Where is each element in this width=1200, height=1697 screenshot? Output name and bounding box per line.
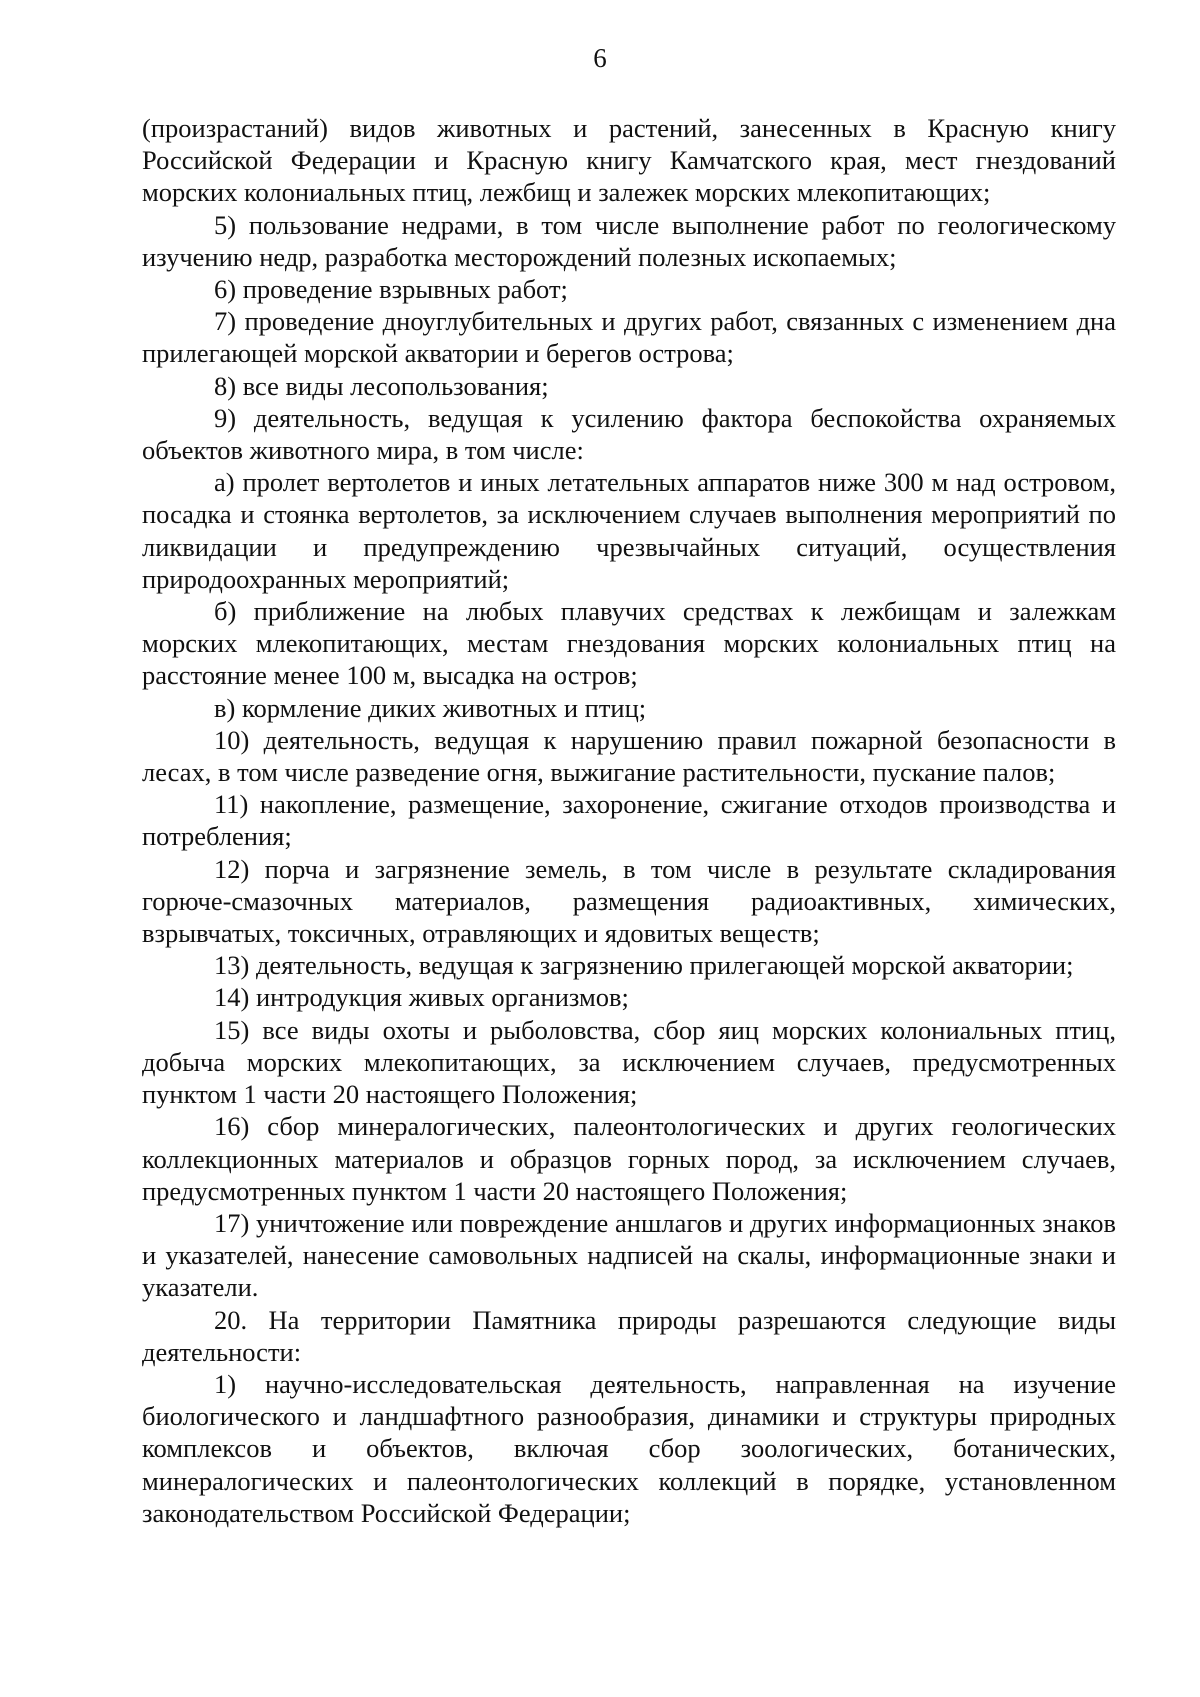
paragraph-item-9a: а) пролет вертолетов и иных летательных аппаратов ниже 300 м над островом, посадка и стоянка вертолетов, за исключением случаев выполнения мероприятий по ликвидации и предупреждению чрезвычайных ситуаций, осуществления природоохранных мероприятий; bbox=[142, 467, 1116, 594]
paragraph-item-14: 14) интродукция живых организмов; bbox=[214, 982, 629, 1013]
document-body bbox=[142, 112, 1116, 1529]
paragraph-item-9: 9) деятельность, ведущая к усилению фактора беспокойства охраняемых объектов животного мира, в том числе: bbox=[142, 402, 1116, 466]
paragraph-item-15: 15) все виды охоты и рыболовства, сбор яиц морских колониальных птиц, добыча морских млекопитающих, за исключением случаев, предусмотренных пунктом 1 части 20 настоящего Положения; bbox=[142, 1014, 1116, 1110]
paragraph-item-6: 6) проведение взрывных работ; bbox=[214, 274, 568, 305]
paragraph-item-5: 5) пользование недрами, в том числе выполнение работ по геологическому изучению недр, разработка месторождений полезных ископаемых; bbox=[142, 209, 1116, 272]
paragraph-item-12: 12) порча и загрязнение земель, в том числе в результате складирования горюче-смазочных материалов, размещения радиоактивных, химических, взрывчатых, токсичных, отравляющих и ядовитых веществ; bbox=[142, 853, 1116, 949]
paragraph-item-7: 7) проведение дноуглубительных и других работ, связанных с изменением дна прилегающей морской акватории и берегов острова; bbox=[142, 306, 1116, 369]
paragraph-item-17: 17) уничтожение или повреждение аншлагов и других информационных знаков и указателей, нанесение самовольных надписей на скалы, информационные знаки и указатели. bbox=[142, 1207, 1116, 1303]
page-number: 6 bbox=[593, 43, 607, 73]
paragraph-item-13: 13) деятельность, ведущая к загрязнению прилегающей морской акватории; bbox=[214, 950, 1074, 981]
paragraph-item-9v: в) кормление диких животных и птиц; bbox=[214, 692, 647, 723]
paragraph-item-8: 8) все виды лесопользования; bbox=[214, 370, 549, 401]
paragraph-item-10: 10) деятельность, ведущая к нарушению правил пожарной безопасности в лесах, в том числе разведение огня, выжигание растительности, пускание палов; bbox=[142, 724, 1116, 788]
paragraph-continuation: (произрастаний) видов животных и растений, занесенных в Красную книгу Российской Федерации и Красную книгу Камчатского края, мест гнездований морских колониальных птиц, лежбищ и залежек морских млекопитающих; bbox=[142, 113, 1116, 208]
paragraph-item-11: 11) накопление, размещение, захоронение, сжигание отходов производства и потребления; bbox=[142, 789, 1116, 852]
paragraph-item-9b: б) приближение на любых плавучих средствах к лежбищам и залежкам морских млекопитающих, местам гнездования морских колониальных птиц на расстояние менее 100 м, высадка на остров; bbox=[142, 596, 1116, 691]
section-20-heading: 20. На территории Памятника природы разрешаются следующие виды деятельности: bbox=[142, 1304, 1116, 1367]
section-20-item-1: 1) научно-исследовательская деятельность, направленная на изучение биологического и ландшафтного разнообразия, динамики и структуры природных комплексов и объектов, включая сбор зоологических, ботанических, минералогических и палеонтологических коллекций в порядке, установленном законодательством Российской Федерации; bbox=[142, 1368, 1116, 1528]
paragraph-item-16: 16) сбор минералогических, палеонтологических и других геологических коллекционных материалов и образцов горных пород, за исключением случаев, предусмотренных пунктом 1 части 20 настоящего Положения; bbox=[142, 1111, 1116, 1206]
